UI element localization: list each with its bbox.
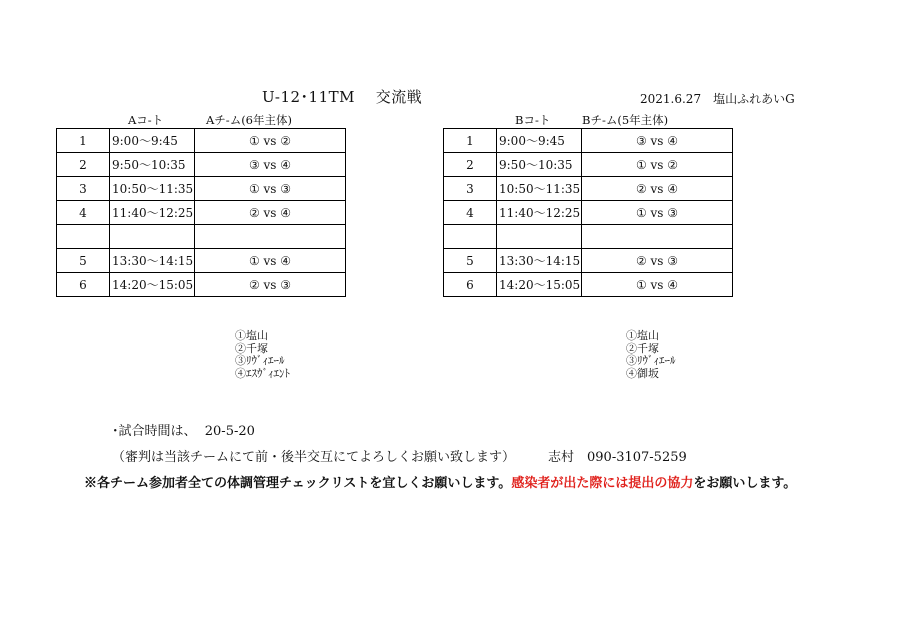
warning-text: ※各チーム参加者全ての体調管理チェックリストを宜しくお願いします。 bbox=[84, 476, 512, 491]
table-row bbox=[444, 249, 733, 273]
match-pairing: ① vs ② bbox=[195, 129, 346, 153]
match-number: 1 bbox=[57, 129, 110, 153]
match-time: 14:20～15:05 bbox=[497, 273, 582, 297]
match-time: 14:20～15:05 bbox=[110, 273, 195, 297]
court-b-team-legend bbox=[626, 330, 676, 380]
match-number: 6 bbox=[444, 273, 497, 297]
court-a-team-label: Aチ-ム(6年主体) bbox=[206, 113, 292, 127]
match-pairing: ① vs ④ bbox=[582, 273, 733, 297]
match-time-note: ･試合時間は、 20-5-20 bbox=[112, 424, 255, 439]
warning-highlight: 感染者が出た際には提出の協力 bbox=[511, 476, 694, 491]
table-row bbox=[57, 201, 346, 225]
team-legend-item: ②千塚 bbox=[235, 341, 268, 355]
match-time: 10:50～11:35 bbox=[110, 177, 195, 201]
court-a-label: Aコ-ト bbox=[128, 113, 164, 127]
match-number: 5 bbox=[57, 249, 110, 273]
match-number: 4 bbox=[444, 201, 497, 225]
match-time bbox=[497, 225, 582, 249]
match-time: 9:50～10:35 bbox=[497, 153, 582, 177]
table-row bbox=[444, 129, 733, 153]
match-time: 11:40～12:25 bbox=[497, 201, 582, 225]
match-time: 9:50～10:35 bbox=[110, 153, 195, 177]
team-legend-item: ①塩山 bbox=[626, 329, 659, 342]
table-row bbox=[444, 177, 733, 201]
match-pairing: ③ vs ④ bbox=[195, 153, 346, 177]
table-row-break bbox=[444, 225, 733, 249]
match-time: 11:40～12:25 bbox=[110, 201, 195, 225]
match-time: 13:30～14:15 bbox=[497, 249, 582, 273]
table-row bbox=[57, 249, 346, 273]
court-a-team-legend bbox=[235, 330, 290, 380]
match-pairing: ② vs ③ bbox=[582, 249, 733, 273]
match-time: 13:30～14:15 bbox=[110, 249, 195, 273]
match-number: 1 bbox=[444, 129, 497, 153]
team-legend-item: ③ﾘｳﾞｨｴｰﾙ bbox=[235, 354, 285, 367]
match-pairing: ① vs ③ bbox=[582, 201, 733, 225]
court-a-schedule-table bbox=[56, 128, 346, 297]
referee-note: （審判は当該チームにて前・後半交互にてよろしくお願い致します） bbox=[112, 450, 516, 465]
document-title: U-12･11TM 交流戦 bbox=[262, 88, 423, 106]
court-b-schedule-table bbox=[443, 128, 733, 297]
match-pairing: ② vs ③ bbox=[195, 273, 346, 297]
table-row bbox=[444, 273, 733, 297]
team-legend-item: ①塩山 bbox=[235, 329, 268, 342]
match-pairing: ② vs ④ bbox=[195, 201, 346, 225]
court-b-label: Bコ-ト bbox=[515, 113, 551, 127]
match-number: 5 bbox=[444, 249, 497, 273]
table-row bbox=[57, 273, 346, 297]
match-pairing: ① vs ③ bbox=[195, 177, 346, 201]
date-and-venue: 2021.6.27 塩山ふれあいG bbox=[640, 92, 795, 106]
team-legend-item: ④御坂 bbox=[626, 366, 659, 380]
match-pairing: ② vs ④ bbox=[582, 177, 733, 201]
match-number: 6 bbox=[57, 273, 110, 297]
table-row bbox=[57, 153, 346, 177]
match-number bbox=[57, 225, 110, 249]
match-pairing bbox=[195, 225, 346, 249]
match-number: 2 bbox=[444, 153, 497, 177]
match-number: 3 bbox=[444, 177, 497, 201]
team-legend-item: ④ｴｽｳﾞｨｴﾝﾄ bbox=[235, 366, 290, 380]
match-time bbox=[110, 225, 195, 249]
match-pairing: ① vs ② bbox=[582, 153, 733, 177]
table-row bbox=[57, 177, 346, 201]
match-time: 9:00～9:45 bbox=[110, 129, 195, 153]
match-number: 2 bbox=[57, 153, 110, 177]
match-pairing: ① vs ④ bbox=[195, 249, 346, 273]
match-time: 10:50～11:35 bbox=[497, 177, 582, 201]
table-row bbox=[444, 153, 733, 177]
match-number bbox=[444, 225, 497, 249]
match-time: 9:00～9:45 bbox=[497, 129, 582, 153]
table-row bbox=[57, 129, 346, 153]
match-pairing: ③ vs ④ bbox=[582, 129, 733, 153]
match-number: 4 bbox=[57, 201, 110, 225]
contact-info: 志村 090-3107-5259 bbox=[548, 450, 687, 465]
court-b-team-label: Bチ-ム(5年主体) bbox=[582, 113, 669, 127]
table-row bbox=[444, 201, 733, 225]
match-pairing bbox=[582, 225, 733, 249]
warning-text-end: をお願いします。 bbox=[693, 476, 797, 491]
table-row-break bbox=[57, 225, 346, 249]
team-legend-item: ②千塚 bbox=[626, 341, 659, 355]
match-number: 3 bbox=[57, 177, 110, 201]
team-legend-item: ③ﾘｳﾞｨｴｰﾙ bbox=[626, 354, 676, 367]
health-check-warning bbox=[84, 472, 796, 491]
